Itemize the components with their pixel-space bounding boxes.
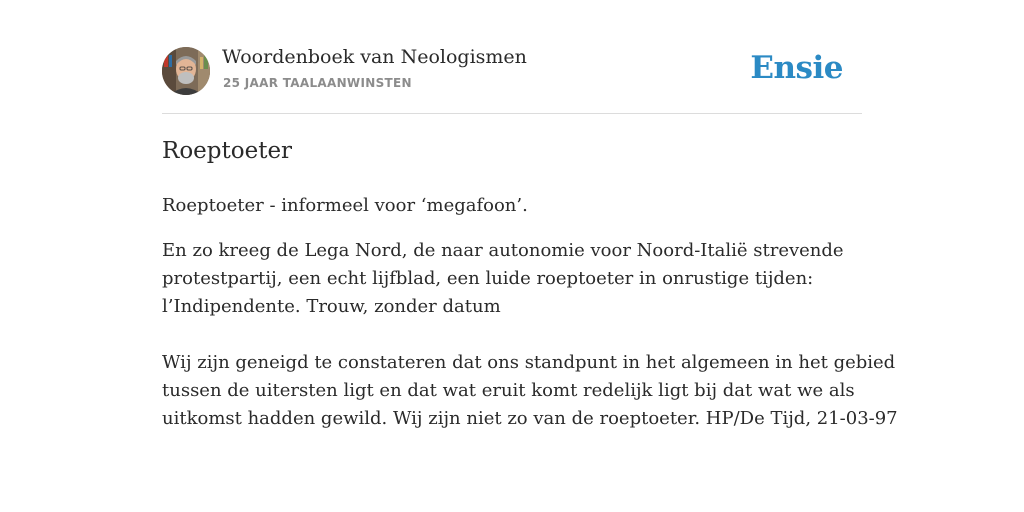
- citation-quote: [162, 237, 862, 321]
- quote-line: uitkomst hadden gewild. Wij zijn niet zo van de roeptoeter. HP/De Tijd, 21-03-97: [162, 408, 898, 429]
- quote-line: protestpartij, een echt lijfblad, een luide roeptoeter in onrustige tijden:: [162, 268, 814, 289]
- quote-line: Wij zijn geneigd te constateren dat ons standpunt in het algemeen in het gebied: [162, 352, 896, 373]
- quote-line: En zo kreeg de Lega Nord, de naar autonomie voor Noord-Italië strevende: [162, 240, 844, 261]
- entry-card: [162, 0, 898, 429]
- publication-header: [162, 0, 862, 114]
- avatar-image: [162, 47, 210, 95]
- quote-line: l’Indipendente. Trouw, zonder datum: [162, 296, 501, 317]
- publication-subtitle: 25 JAAR TAALAANWINSTEN: [223, 76, 412, 90]
- quote-line: tussen de uitersten ligt en dat wat eruit komt redelijk ligt bij dat wat we als: [162, 380, 855, 401]
- entry-definition: Roeptoeter - informeel voor ‘megafoon’.: [162, 195, 528, 216]
- author-avatar[interactable]: [162, 47, 210, 95]
- publication-title[interactable]: Woordenboek van Neologismen: [222, 46, 527, 68]
- entry-title: Roeptoeter: [162, 138, 293, 164]
- citation-quote: [162, 349, 898, 433]
- ensie-logo[interactable]: Ensie: [750, 50, 843, 86]
